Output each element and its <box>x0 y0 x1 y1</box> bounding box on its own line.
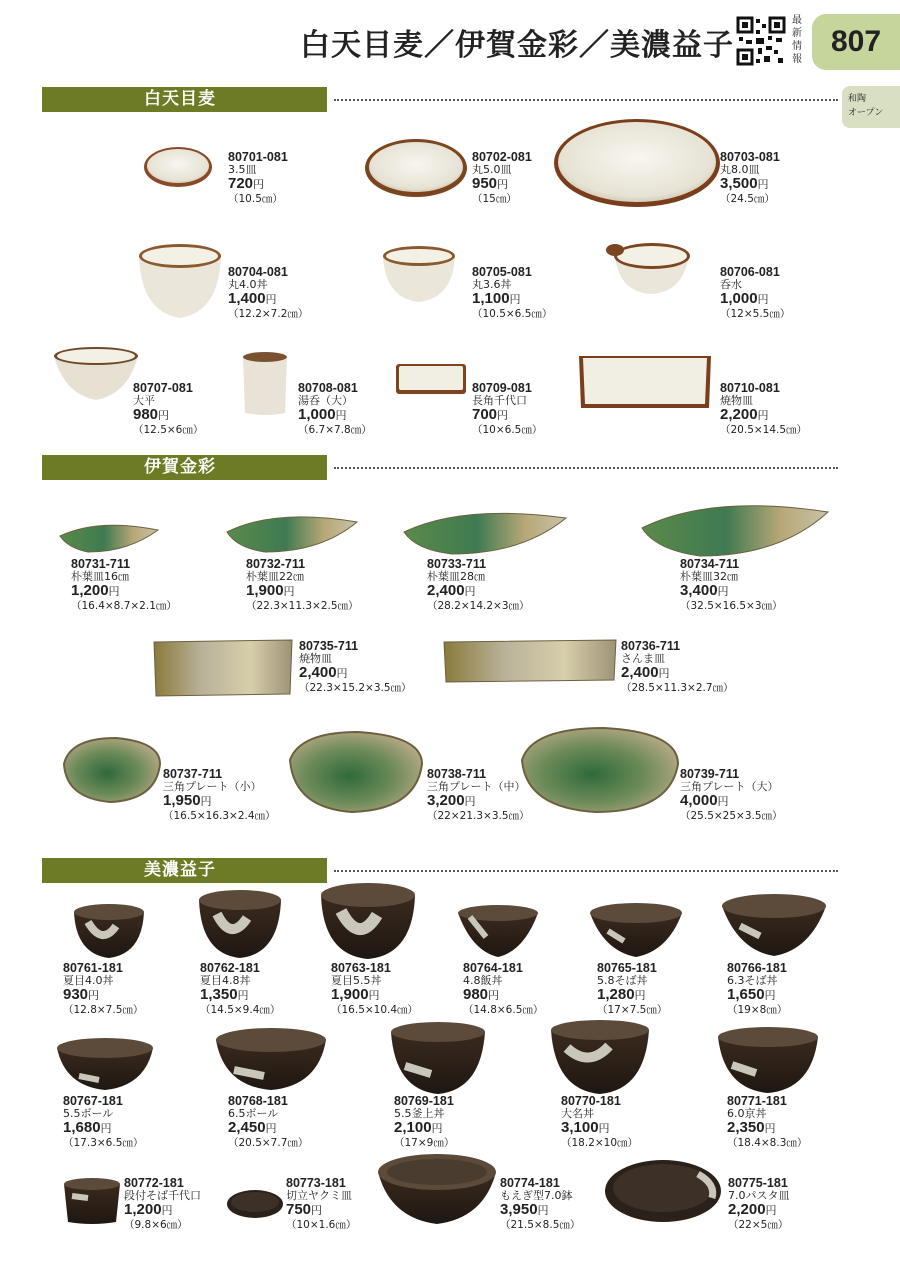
bowl-image <box>389 1020 487 1096</box>
product-code: 80774-181 <box>500 1176 560 1190</box>
triangle-plate-image <box>518 724 682 816</box>
product-price: 980 <box>133 406 159 423</box>
product-price: 3,100 <box>561 1119 599 1136</box>
yen-unit: 円 <box>253 179 265 191</box>
product-size: （14.8×6.5㎝） <box>463 1004 544 1016</box>
product-80734-711[interactable] <box>680 558 783 613</box>
product-code: 80707-081 <box>133 381 193 395</box>
product-code: 80772-181 <box>124 1176 184 1190</box>
product-code: 80732-711 <box>246 557 306 571</box>
yen-unit: 円 <box>283 586 295 598</box>
product-price: 3,500 <box>720 175 758 192</box>
product-price: 2,400 <box>621 664 659 681</box>
bowl-image <box>381 244 457 304</box>
product-code: 80710-081 <box>720 381 780 395</box>
product-code: 80775-181 <box>728 1176 788 1190</box>
yen-unit: 円 <box>431 1123 443 1135</box>
product-name: 大平 <box>133 393 155 407</box>
product-code: 80764-181 <box>463 961 523 975</box>
product-size: （25.5×25×3.5㎝） <box>680 810 783 822</box>
product-name: 3.5皿 <box>228 162 257 176</box>
leaf-plate-image <box>225 508 361 554</box>
product-code: 80769-181 <box>394 1094 454 1108</box>
product-80762-181[interactable] <box>200 962 280 1017</box>
yen-unit: 円 <box>368 990 380 1002</box>
product-size: （20.5×14.5㎝） <box>720 424 808 436</box>
yen-unit: 円 <box>717 586 729 598</box>
product-price: 980 <box>463 986 489 1003</box>
product-size: （32.5×16.5×3㎝） <box>680 600 783 612</box>
yen-unit: 円 <box>634 990 646 1002</box>
product-name: 焼物皿 <box>720 393 753 407</box>
product-code: 80761-181 <box>63 961 123 975</box>
product-price: 1,900 <box>246 582 284 599</box>
product-price: 1,000 <box>720 290 758 307</box>
product-code: 80708-081 <box>298 381 358 395</box>
product-price: 3,400 <box>680 582 718 599</box>
product-price: 700 <box>472 406 498 423</box>
plate-image <box>604 1158 722 1224</box>
product-80767-181[interactable] <box>63 1095 143 1150</box>
product-80708-081[interactable] <box>298 382 372 437</box>
product-name: 朴葉皿16㎝ <box>71 569 129 583</box>
product-name: 丸8.0皿 <box>720 162 760 176</box>
product-code: 80738-711 <box>427 767 487 781</box>
yen-unit: 円 <box>464 796 476 808</box>
product-price: 2,400 <box>299 664 337 681</box>
yen-unit: 円 <box>464 586 476 598</box>
product-80774-181[interactable] <box>500 1177 580 1232</box>
product-price: 950 <box>472 175 498 192</box>
yen-unit: 円 <box>765 1205 777 1217</box>
yen-unit: 円 <box>335 410 347 422</box>
product-price: 2,200 <box>720 406 758 423</box>
product-80739-711[interactable] <box>680 768 783 823</box>
product-80703-081[interactable] <box>720 151 780 206</box>
product-price: 3,200 <box>427 792 465 809</box>
product-name: 朴葉皿32㎝ <box>680 569 738 583</box>
product-80737-711[interactable] <box>163 768 276 823</box>
product-name: 三角プレート（大） <box>680 779 779 793</box>
product-size: （16.5×16.3×2.4㎝） <box>163 810 276 822</box>
triangle-plate-image <box>60 734 164 806</box>
product-code: 80773-181 <box>286 1176 346 1190</box>
product-80710-081[interactable] <box>720 382 807 437</box>
product-size: （15㎝） <box>472 193 517 205</box>
product-price: 1,650 <box>727 986 765 1003</box>
plate-image <box>364 138 468 198</box>
leaf-plate-image <box>58 518 162 554</box>
product-80764-181[interactable] <box>463 962 543 1017</box>
product-name: 夏目4.0丼 <box>63 973 114 987</box>
yen-unit: 円 <box>764 1123 776 1135</box>
yen-unit: 円 <box>158 410 170 422</box>
product-price: 1,680 <box>63 1119 101 1136</box>
product-code: 80763-181 <box>331 961 391 975</box>
product-size: （18.2×10㎝） <box>561 1137 639 1149</box>
product-code: 80709-081 <box>472 381 532 395</box>
yen-unit: 円 <box>658 668 670 680</box>
product-price: 930 <box>63 986 89 1003</box>
product-size: （6.7×7.8㎝） <box>298 424 372 436</box>
triangle-plate-image <box>286 728 426 816</box>
bowl-image <box>456 903 540 959</box>
dish-image <box>394 362 468 400</box>
product-size: （10.5×6.5㎝） <box>472 308 553 320</box>
product-80738-711[interactable] <box>427 768 530 823</box>
product-size: （28.5×11.3×2.7㎝） <box>621 682 734 694</box>
product-code: 80703-081 <box>720 150 780 164</box>
product-name: 焼物皿 <box>299 651 332 665</box>
product-size: （17.3×6.5㎝） <box>63 1137 144 1149</box>
product-name: もえぎ型7.0鉢 <box>500 1188 573 1202</box>
product-code: 80704-081 <box>228 265 288 279</box>
bowl-image <box>319 881 417 961</box>
category-tab-line1: 和陶 <box>848 94 867 104</box>
product-size: （9.8×6㎝） <box>124 1219 188 1231</box>
bowl-image <box>605 238 691 296</box>
yen-unit: 円 <box>497 179 509 191</box>
yen-unit: 円 <box>100 1123 112 1135</box>
product-code: 80735-711 <box>299 639 359 653</box>
product-price: 1,280 <box>597 986 635 1003</box>
product-name: 6.5ボール <box>228 1106 279 1120</box>
yen-unit: 円 <box>757 294 769 306</box>
product-80733-711[interactable] <box>427 558 530 613</box>
product-size: （17×9㎝） <box>394 1137 455 1149</box>
product-price: 1,000 <box>298 406 336 423</box>
product-80707-081[interactable] <box>133 382 203 437</box>
product-code: 80733-711 <box>427 557 487 571</box>
product-size: （24.5㎝） <box>720 193 775 205</box>
bowl-image <box>376 1152 498 1226</box>
product-name: 6.0京丼 <box>727 1106 767 1120</box>
product-80768-181[interactable] <box>228 1095 308 1150</box>
product-name: 6.3そば丼 <box>727 973 778 987</box>
product-80704-081[interactable] <box>228 266 308 321</box>
product-name: 4.8飯丼 <box>463 973 503 987</box>
product-80763-181[interactable] <box>331 962 418 1017</box>
product-name: 三角プレート（中） <box>427 779 526 793</box>
yen-unit: 円 <box>488 990 500 1002</box>
product-name: 大名丼 <box>561 1106 594 1120</box>
yen-unit: 円 <box>237 990 249 1002</box>
product-80766-181[interactable] <box>727 962 787 1017</box>
product-name: 切立ヤクミ皿 <box>286 1188 352 1202</box>
product-size: （16.4×8.7×2.1㎝） <box>71 600 177 612</box>
plate-image <box>152 636 294 698</box>
product-code: 80734-711 <box>680 557 740 571</box>
product-size: （10.5㎝） <box>228 193 283 205</box>
product-name: 丸4.0丼 <box>228 277 268 291</box>
product-size: （12×5.5㎝） <box>720 308 791 320</box>
product-name: 5.8そば丼 <box>597 973 648 987</box>
product-size: （12.8×7.5㎝） <box>63 1004 144 1016</box>
product-name: さんま皿 <box>621 651 665 665</box>
product-code: 80739-711 <box>680 767 740 781</box>
product-price: 1,100 <box>472 290 510 307</box>
yen-unit: 円 <box>598 1123 610 1135</box>
product-code: 80770-181 <box>561 1094 621 1108</box>
product-code: 80767-181 <box>63 1094 123 1108</box>
product-size: （22×5㎝） <box>728 1219 789 1231</box>
product-name: 夏目5.5丼 <box>331 973 382 987</box>
product-code: 80768-181 <box>228 1094 288 1108</box>
product-size: （22.3×15.2×3.5㎝） <box>299 682 412 694</box>
product-size: （17×7.5㎝） <box>597 1004 668 1016</box>
product-80702-081[interactable] <box>472 151 532 206</box>
product-price: 720 <box>228 175 254 192</box>
yen-unit: 円 <box>497 410 509 422</box>
product-name: 5.5釜上丼 <box>394 1106 445 1120</box>
product-code: 80737-711 <box>163 767 223 781</box>
plate-image <box>143 145 213 189</box>
section-divider <box>334 99 838 101</box>
bowl-image <box>720 892 828 958</box>
product-size: （12.5×6㎝） <box>133 424 204 436</box>
product-80761-181[interactable] <box>63 962 143 1017</box>
yen-unit: 円 <box>757 410 769 422</box>
product-80732-711[interactable] <box>246 558 359 613</box>
leaf-plate-image <box>640 494 832 558</box>
page-title: 白天目麦／伊賀金彩／美濃益子 <box>300 28 734 63</box>
product-size: （18.4×8.3㎝） <box>727 1137 808 1149</box>
product-code: 80701-081 <box>228 150 288 164</box>
yen-unit: 円 <box>265 294 277 306</box>
bowl-image <box>716 1025 820 1095</box>
product-code: 80766-181 <box>727 961 787 975</box>
yen-unit: 円 <box>161 1205 173 1217</box>
product-price: 1,350 <box>200 986 238 1003</box>
product-name: 朴葉皿22㎝ <box>246 569 304 583</box>
yen-unit: 円 <box>537 1205 549 1217</box>
product-80775-181[interactable] <box>728 1177 790 1232</box>
product-price: 1,900 <box>331 986 369 1003</box>
product-name: 朴葉皿28㎝ <box>427 569 485 583</box>
product-size: （22×21.3×3.5㎝） <box>427 810 530 822</box>
product-code: 80736-711 <box>621 639 681 653</box>
product-size: （10×6.5㎝） <box>472 424 543 436</box>
product-name: 段付そば千代口 <box>124 1188 201 1202</box>
plate-image <box>575 350 715 412</box>
product-size: （14.5×9.4㎝） <box>200 1004 281 1016</box>
bowl-image <box>197 888 283 960</box>
product-price: 2,200 <box>728 1201 766 1218</box>
product-code: 80765-181 <box>597 961 657 975</box>
bowl-image <box>52 346 140 404</box>
yen-unit: 円 <box>717 796 729 808</box>
page-number: 807 <box>812 14 900 70</box>
plate-image <box>442 636 618 684</box>
product-price: 4,000 <box>680 792 718 809</box>
product-size: （19×8㎝） <box>727 1004 788 1016</box>
product-80735-711[interactable] <box>299 640 412 695</box>
product-name: 7.0パスタ皿 <box>728 1188 790 1202</box>
section-header-mino-mashiko: 美濃益子 <box>42 858 327 883</box>
product-code: 80731-711 <box>71 557 131 571</box>
bowl-image <box>549 1018 651 1096</box>
bowl-image <box>55 1036 155 1092</box>
product-code: 80706-081 <box>720 265 780 279</box>
yen-unit: 円 <box>336 668 348 680</box>
product-size: （28.2×14.2×3㎝） <box>427 600 530 612</box>
product-80709-081[interactable] <box>472 382 542 437</box>
product-80705-081[interactable] <box>472 266 552 321</box>
product-price: 3,950 <box>500 1201 538 1218</box>
yen-unit: 円 <box>200 796 212 808</box>
product-name: 5.5ボール <box>63 1106 114 1120</box>
product-price: 2,350 <box>727 1119 765 1136</box>
product-code: 80705-081 <box>472 265 532 279</box>
bowl-image <box>588 901 684 959</box>
product-80701-081[interactable] <box>228 151 288 206</box>
product-price: 750 <box>286 1201 312 1218</box>
product-price: 2,100 <box>394 1119 432 1136</box>
product-name: 丸3.6丼 <box>472 277 512 291</box>
product-name: 湯呑（大） <box>298 393 353 407</box>
product-size: （20.5×7.7㎝） <box>228 1137 309 1149</box>
yen-unit: 円 <box>108 586 120 598</box>
product-code: 80702-081 <box>472 150 532 164</box>
leaf-plate-image <box>402 504 570 556</box>
product-code: 80771-181 <box>727 1094 787 1108</box>
section-header-shirotenmoku: 白天目麦 <box>42 87 327 112</box>
product-size: （16.5×10.4㎝） <box>331 1004 419 1016</box>
yen-unit: 円 <box>88 990 100 1002</box>
section-divider <box>334 870 838 872</box>
product-80706-081[interactable] <box>720 266 790 321</box>
product-size: （21.5×8.5㎝） <box>500 1219 581 1231</box>
bowl-image <box>137 242 223 322</box>
product-name: 三角プレート（小） <box>163 779 262 793</box>
product-80765-181[interactable] <box>597 962 667 1017</box>
yen-unit: 円 <box>757 179 769 191</box>
bowl-image <box>72 902 146 960</box>
cup-image <box>62 1176 122 1226</box>
product-price: 1,200 <box>71 582 109 599</box>
product-price: 2,450 <box>228 1119 266 1136</box>
product-80770-181[interactable] <box>561 1095 638 1150</box>
qr-code-icon[interactable] <box>736 16 786 66</box>
product-80773-181[interactable] <box>286 1177 356 1232</box>
yen-unit: 円 <box>764 990 776 1002</box>
section-header-iga-kinsai: 伊賀金彩 <box>42 455 327 480</box>
product-80731-711[interactable] <box>71 558 177 613</box>
product-code: 80762-181 <box>200 961 260 975</box>
product-size: （12.2×7.2㎝） <box>228 308 309 320</box>
product-price: 2,400 <box>427 582 465 599</box>
product-name: 夏目4.8丼 <box>200 973 251 987</box>
cup-image <box>241 351 289 417</box>
section-divider <box>334 467 838 469</box>
category-tab[interactable] <box>842 86 900 128</box>
product-80769-181[interactable] <box>394 1095 454 1150</box>
category-tab-line2: オープン <box>848 108 884 118</box>
yen-unit: 円 <box>265 1123 277 1135</box>
product-name: 丸5.0皿 <box>472 162 512 176</box>
plate-image <box>553 118 721 208</box>
yen-unit: 円 <box>311 1205 323 1217</box>
product-80771-181[interactable] <box>727 1095 807 1150</box>
new-info-label: 最新情報 <box>792 15 802 65</box>
dish-image <box>226 1188 284 1220</box>
product-80772-181[interactable] <box>124 1177 201 1232</box>
bowl-image <box>214 1026 328 1092</box>
product-80736-711[interactable] <box>621 640 734 695</box>
product-name: 長角千代口 <box>472 393 527 407</box>
product-name: 呑水 <box>720 277 742 291</box>
yen-unit: 円 <box>509 294 521 306</box>
product-size: （22.3×11.3×2.5㎝） <box>246 600 359 612</box>
product-price: 1,200 <box>124 1201 162 1218</box>
product-size: （10×1.6㎝） <box>286 1219 357 1231</box>
product-price: 1,400 <box>228 290 266 307</box>
product-price: 1,950 <box>163 792 201 809</box>
